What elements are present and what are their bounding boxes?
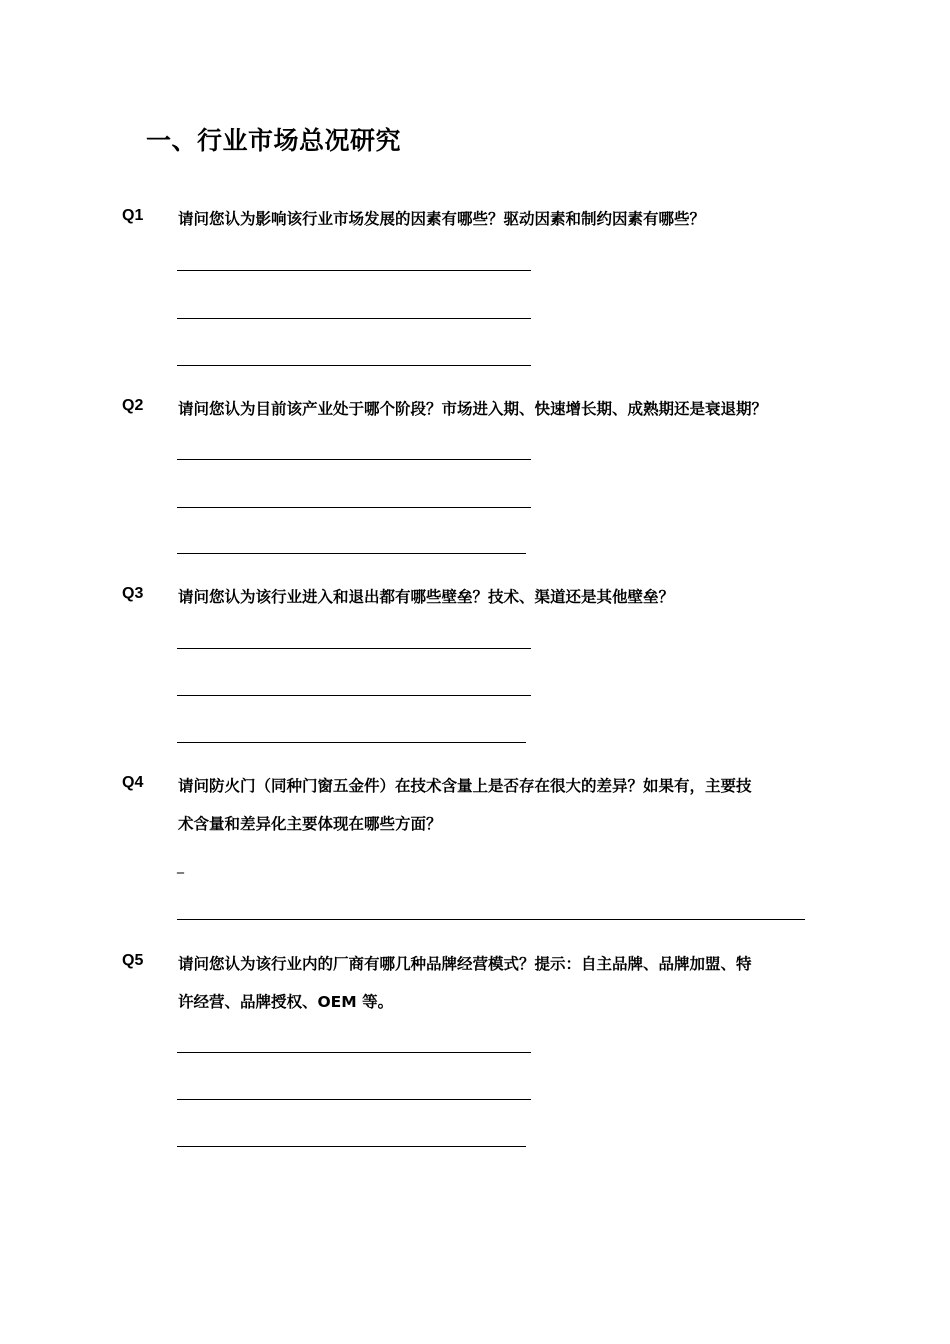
- answer-line[interactable]: [177, 742, 526, 743]
- question-number: Q3: [122, 585, 144, 602]
- question-number: Q4: [122, 774, 144, 791]
- answer-line[interactable]: [177, 318, 531, 319]
- question-text: 请问您认为该行业内的厂商有哪几种品牌经营模式？提示：自主品牌、品牌加盟、特: [178, 955, 752, 973]
- answer-line[interactable]: [177, 553, 526, 554]
- answer-line[interactable]: [177, 1099, 531, 1100]
- answer-line[interactable]: [177, 459, 531, 460]
- answer-line[interactable]: [177, 695, 531, 696]
- answer-line[interactable]: [177, 507, 531, 508]
- question-number: Q2: [122, 397, 144, 414]
- answer-line[interactable]: [177, 919, 805, 920]
- answer-line[interactable]: [177, 1052, 531, 1053]
- question-text: 术含量和差异化主要体现在哪些方面？: [178, 815, 442, 833]
- answer-line[interactable]: [177, 365, 531, 366]
- question-text: 请问防火门（同种门窗五金件）在技术含量上是否存在很大的差异？如果有，主要技: [178, 777, 752, 795]
- question-text: 请问您认为该行业进入和退出都有哪些壁垒？技术、渠道还是其他壁垒？: [178, 588, 675, 606]
- question-text: 请问您认为影响该行业市场发展的因素有哪些？驱动因素和制约因素有哪些？: [178, 210, 706, 228]
- section-title: 一、行业市场总况研究: [146, 126, 402, 155]
- question-number: Q1: [122, 207, 144, 224]
- question-number: Q5: [122, 952, 144, 969]
- question-text: 许经营、品牌授权、OEM 等。: [178, 993, 394, 1011]
- answer-line[interactable]: [177, 1146, 526, 1147]
- question-text: 请问您认为目前该产业处于哪个阶段？市场进入期、快速增长期、成熟期还是衰退期？: [178, 400, 768, 418]
- answer-line[interactable]: [177, 270, 531, 271]
- answer-mark: _: [177, 858, 184, 874]
- answer-line[interactable]: [177, 648, 531, 649]
